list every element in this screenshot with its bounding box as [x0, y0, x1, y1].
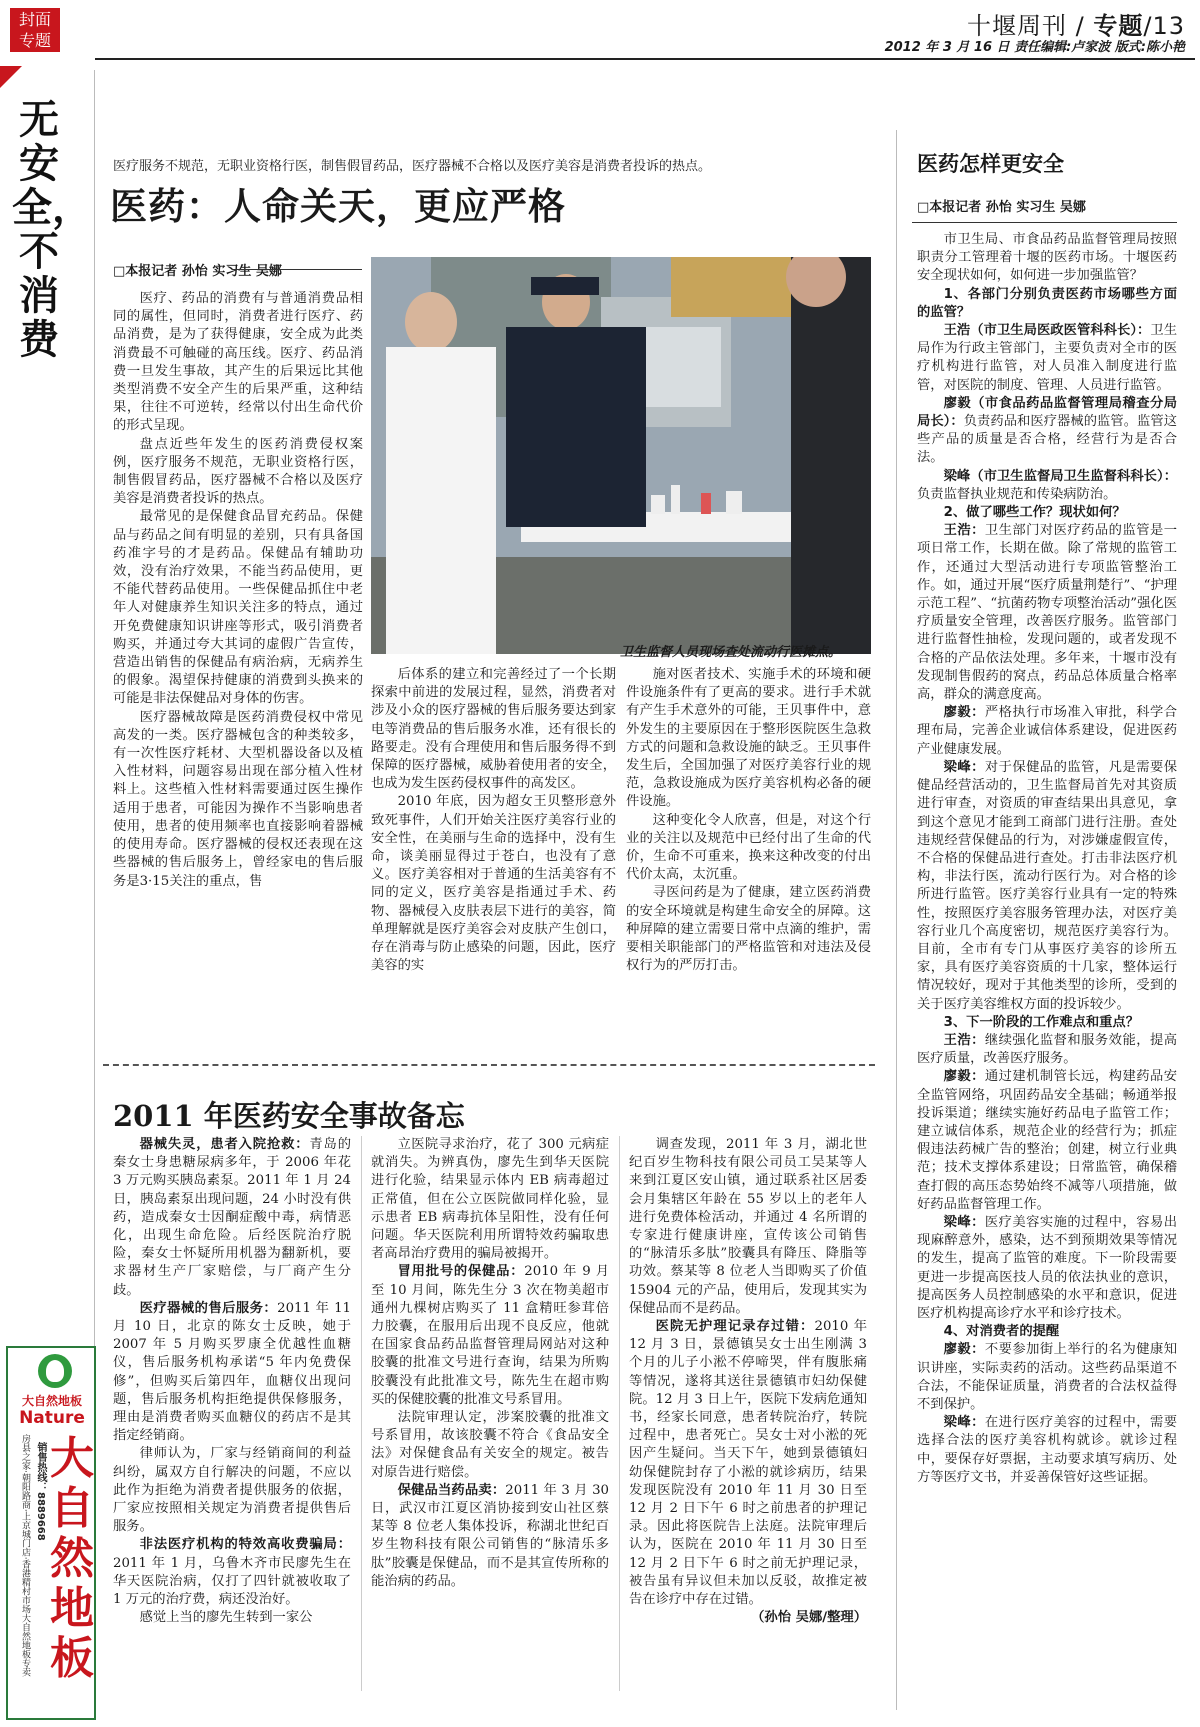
- paragraph: 最常见的是保健食品冒充药品。保健品与药品之间有明显的差别，只有具备国药准字号的才是药品。保健品有辅助功效，没有治疗效果，不能当药品使用，更不能代替药品使用。一些保健品抓住中老年人对健康养生知识关注多的特点，通过开免费健康知识讲座等形式，吸引消费者购买，并通过夸大其词的虚假广告宣传，营造出销售的保健品有病治病，无病养生的假象。渴望保持健康的消费到头换来的可能是非法保健品对身体的伤害。: [113, 509, 363, 707]
- paragraph: [917, 1214, 1177, 1323]
- paragraph: [113, 1609, 351, 1627]
- paragraph: [917, 522, 1177, 704]
- ad-brand-en: Nature: [19, 1408, 85, 1428]
- memo-column-3: [629, 1136, 867, 1627]
- paragraph: 这种变化令人欣喜，但是，对这个行业的关注以及规范中已经付出了生命的代价，生命不可重来，换来这种改变的付出代价太高，太沉重。: [626, 812, 871, 883]
- paragraph-text: 继续强化监督和服务效能，提高医疗质量，改善医疗服务。: [917, 1032, 1178, 1067]
- paragraph-text: 不要参加街上举行的名为健康知识讲座，实际卖药的活动。这些药品渠道不合法，不能保证质量，消费者的合法权益得不到保护。: [917, 1342, 1178, 1412]
- paragraph-lead: 王浩（市卫生局医政医管科科长）：: [943, 323, 1151, 339]
- paragraph-lead: 廖毅（市食品药品监督管理局稽查分局局长）：: [917, 395, 1177, 430]
- byline-rule: [232, 269, 362, 270]
- paragraph: [917, 1323, 1177, 1341]
- headline: 医药：人命关天，更应严格: [110, 184, 566, 228]
- paragraph-lead: 医疗器械的售后服务：: [139, 1300, 278, 1316]
- paragraph: [371, 1409, 609, 1482]
- advertisement[interactable]: [6, 1346, 96, 1720]
- section-name: 专题: [1093, 12, 1144, 40]
- ad-big-brand: 大自然地板: [50, 1433, 94, 1684]
- side-corner-mark: [0, 66, 22, 88]
- memo-column-2: [371, 1136, 609, 1591]
- paragraph: [917, 468, 1177, 504]
- paragraph: [917, 504, 1177, 522]
- paragraph-text: 2011 年 11 月 10 日，北京的陈女士反映，她于 2007 年 5 月购买罗康全优越性血糖仪，售后服务机构承诺“5 年内免费保修”，但购买后第四年，血糖仪出现问题，售后服务机构拒绝提供保修服务，理由是消费者购买血糖仪的药店不是其指定经销商。: [113, 1300, 352, 1444]
- byline: □本报记者 孙怡 实习生 吴娜: [113, 264, 282, 279]
- side-title: 无安全，不消费: [12, 96, 92, 363]
- section-divider: [103, 1064, 875, 1066]
- paragraph-lead: 梁峰：: [943, 1415, 985, 1431]
- paragraph: 后体系的建立和完善经过了一个长期探索中前进的发展过程，显然，消费者对涉及小众的医疗器械的售后服务要达到家电等消费品的售后服务水准，还有很长的路要走。没有合理使用和售后服务得不到保障的医疗器械，威胁着使用者的安全，也成为发生医药侵权事件的高发区。: [371, 667, 616, 792]
- paragraph: [629, 1318, 867, 1609]
- paragraph: [917, 231, 1177, 286]
- paragraph-lead: 保健品当药品卖：: [397, 1482, 506, 1498]
- paragraph: [917, 286, 1177, 322]
- article-column-2: [371, 666, 616, 975]
- paragraph-text: 律师认为，厂家与经销商间的利益纠纷，属双方自行解决的问题，不应以此作为拒绝为消费者提供服务的依据，厂家应按照相关规定为消费者提供售后服务。: [113, 1446, 351, 1535]
- paragraph: [917, 759, 1177, 1014]
- paragraph-text: 负责药品和医疗器械的监管。监管这些产品的质量是否合格，经营行为是否合法。: [917, 414, 1177, 466]
- paragraph-lead: 梁峰（市卫生监督局卫生监督科科长）：: [943, 468, 1177, 484]
- paragraph: 医疗器械故障是医药消费侵权中常见高发的一类。医疗器械包含的种类较多，有一次性医疗耗材、大型机器设备以及植入性材料，问题容易出现在部分植入性材料上。这些植入性材料需要通过医生操作适用于患者，可能因为操作不当影响患者使用，患者的使用频率也直接影响着器械的使用寿命。医疗器械的侵权还表现在这些器械的售后服务上，曾经家电的售后服务是3·15关注的重点，售: [113, 709, 363, 889]
- paragraph: [113, 1136, 351, 1300]
- paragraph-text: 2011 年 1 月，乌鲁木齐市民廖先生在华天医院治病，仅打了四针就被收取了 1 万元的治疗费，病还没治好。: [113, 1555, 351, 1608]
- paragraph: [917, 322, 1177, 395]
- column-rule-1: [361, 1136, 362, 1691]
- paragraph: [371, 1482, 609, 1591]
- paragraph-text: 在进行医疗美容的过程中，需要选择合法的医疗美容机构就诊。就诊过程中，要保存好票据，主动要求填写病历、处方等医疗文书，并妥善保管好这些证据。: [917, 1415, 1178, 1485]
- paragraph: 寻医问药是为了健康，建立医药消费的安全环境就是构建生命安全的屏障。这种屏障的建立需要日常中点滴的维护，需要相关职能部门的严格监管和对违法及侵权行为的严厉打击。: [626, 885, 871, 974]
- ad-hotline: 销售热线：8889668: [35, 1442, 46, 1541]
- paragraph-lead: 1、各部门分别负责医药市场哪些方面的监管？: [917, 286, 1177, 320]
- paragraph-text: 感觉上当的廖先生转到一家公: [139, 1610, 313, 1626]
- paragraph-text: 负责监督执业规范和传染病防治。: [917, 486, 1117, 502]
- paragraph: [917, 704, 1177, 759]
- paragraph: [629, 1136, 867, 1318]
- paragraph-lead: 王浩：: [943, 1032, 985, 1048]
- page-number: /13: [1143, 12, 1185, 40]
- paper-name: 十堰周刊: [967, 12, 1068, 40]
- paragraph-lead: 梁峰：: [943, 1214, 985, 1230]
- paragraph-text: 严格执行市场准入审批，科学合理布局，完善企业诚信体系建设，促进医药产业健康发展。: [917, 705, 1178, 757]
- paragraph-lead: 器械失灵，患者入院抢救：: [139, 1137, 310, 1152]
- ad-brand-cn: 大自然地板: [21, 1394, 82, 1408]
- paragraph-text: 卫生局作为行政主管部门，主要负责对全市的医疗机构进行监管，对人员准入制度进行监管，对医院的制度、管理、人员进行监管。: [917, 323, 1177, 393]
- photo-caption: 卫生监督人员现场查处流动行医摊点。: [620, 645, 842, 660]
- right-byline: □本报记者 孙怡 实习生 吴娜: [917, 200, 1086, 215]
- paragraph-text: 2011 年 3 月 30 日，武汉市江夏区消协接到安山社区蔡某等 8 位老人集体投诉，称湖北世纪百岁生物科技有限公司销售的“脉清乐多肽”胶囊是保健品，而不是其宣传所称的能治病的药品。: [371, 1482, 609, 1589]
- paragraph-text: 2010 年 12 月 3 日，景德镇吴女士出生刚满 3 个月的儿子小淞不停啼哭，伴有腹胀痛等情况，遂将其送往景德镇市妇幼保健院。12 月 3 日上午，医院下发病危通知书，经家长同意，患者转院治疗，转院过程中，患者死亡。吴女士对小淞的死因产生疑问。当天下午，她到景德镇妇幼保健院封存了小淞的就诊病历，结果发现医院没有 2010 年 11 月 30 日至 12 月 2 日下午 6 时之前患者的护理记录。因此将医院告上法庭。法院审理后认为，医院在 2010 年 11 月 30 日至 12 月 2 日下午 6 时之前无护理记录，被告虽有异议但未加以反驳，故推定被告在诊疗中存在过错。: [629, 1319, 867, 1608]
- right-title-rule: [912, 222, 1177, 223]
- right-column-rule: [896, 130, 897, 1710]
- paragraph-text: 通过建机制管长远，构建药品安全监管网络，巩固药品安全基础；畅通举报投诉渠道；继续实施好药品电子监管工作；建立诚信体系，规范企业的经营行为；抓症假违法药械广告的整治；创建，树立行业典范；技术支撑体系建设；日常监管，确保稽查打假的高压态势始终不减等八项措施，做好药品监督管理工作。: [917, 1069, 1178, 1212]
- paragraph: [113, 1445, 351, 1536]
- paragraph: [917, 1068, 1177, 1214]
- paragraph: [371, 1263, 609, 1409]
- masthead: [95, 2, 1195, 60]
- cover-tag-line1: 封面: [18, 10, 51, 29]
- paragraph-lead: 梁峰：: [943, 759, 985, 775]
- paragraph: [113, 1536, 351, 1609]
- right-title: 医药怎样更安全: [917, 151, 1064, 176]
- paragraph: [113, 1300, 351, 1446]
- paragraph-lead: 冒用批号的保健品：: [397, 1264, 525, 1280]
- paragraph: [917, 1032, 1177, 1068]
- credit-line: （孙怡 吴娜/整理）: [751, 1610, 867, 1626]
- paragraph: [917, 1014, 1177, 1032]
- paragraph-text: 立医院寻求治疗，花了 300 元病症就消失。为辨真伪，廖先生到华天医院进行化验，结果显示体内 EB 病毒超过正常值，但在公立医院做同样化验，显示患者 EB 病毒抗体呈阳性，没有任何问题。华天医院利用所谓特效药骗取患者高昂治疗费用的骗局被揭开。: [371, 1137, 609, 1262]
- photo-illustration: [371, 257, 871, 654]
- paragraph-text: 青岛的秦女士身患糖尿病多年，于 2006 年花 3 万元购买胰岛素泵。2011 年 1 月 24 日，胰岛素泵出现问题，24 小时没有供药，造成秦女士因酮症酸中毒，病情恶化，出现生命危险。后经医院治疗脱险，秦女士怀疑所用机器为翻新机，要求器材生产厂家赔偿，与厂商产生分歧。: [113, 1137, 352, 1298]
- paragraph: 医疗、药品的消费有与普通消费品相同的属性，但同时，消费者进行医疗、药品消费，是为了获得健康，安全成为此类消费最不可触碰的高压线。医疗、药品消费一旦发生事故，其产生的后果远比其他类型消费不安全产生的后果严重，这种结果，往往不可逆转，经常以付出生命代价的形式呈现。: [113, 291, 363, 434]
- paragraph-lead: 廖毅：: [943, 705, 985, 721]
- paragraph: [917, 1414, 1177, 1487]
- cover-tag: [10, 8, 60, 52]
- paragraph: 施对医者技术、实施手术的环境和硬件设施条件有了更高的要求。进行手术就有产生手术意外的可能，王贝事件中，意外发生的主要原因在于整形医院医生急救方式的问题和急救设施的缺乏。王贝事件发生后，全国加强了对医疗美容行业的规范，急救设施成为医疗美容机构必备的硬件设施。: [626, 667, 871, 810]
- memo-title: 2011 年医药安全事故备忘: [113, 1099, 465, 1133]
- memo-column-1: [113, 1136, 351, 1627]
- paragraph-text: 对于保健品的监管，凡是需要保健品经营活动的，卫生监督局首先对其资质进行审查，对资质的审查结果出具意见，拿到这个意见才能到工商部门进行注册。查处违规经营保健品的行为，对涉嫌虚假宣传，不合格的保健品进行查处。打击非法医疗机构，非法行医，流动行医行为。对合格的诊所进行监管。医疗美容行业具有一定的特殊性，按照医疗美容服务管理办法，对医疗美容行业几个高度密切，规范医疗美容行为。目前，全市有专门从事医疗美容的诊所五家，具有医疗美容资质的十几家，整体运行情况较好，现对于其他类型的诊所，受到的关于医疗美容维权方面的投诉较少。: [917, 759, 1178, 1012]
- cover-tag-line2: 专题: [18, 31, 51, 50]
- news-photo: [371, 257, 871, 654]
- paragraph-lead: 王浩：: [943, 523, 985, 539]
- paragraph-lead: 廖毅：: [943, 1342, 985, 1358]
- right-article: [917, 231, 1177, 1487]
- article-column-1: [113, 290, 363, 891]
- column-rule-2: [619, 1136, 620, 1691]
- paragraph-text: 2010 年 9 月至 10 月间，陈先生分 3 次在物美超市通州九棵树店购买了 11 盒精旺参茸倍力胶囊，在服用后出现不良反应，他就在国家食品药品监督管理局网站对这种胶囊的批准文号进行查询，结果为所购胶囊没有此批准文号，陈先生在超市购买的保健胶囊的批准文号系冒用。: [371, 1264, 609, 1407]
- paragraph: [917, 395, 1177, 468]
- ad-address: 房县之家·朝阳路商·上京城门店·香港精村市场大自然地板专卖: [20, 1434, 30, 1677]
- paragraph-lead: 医院无护理记录存过错：: [655, 1319, 815, 1335]
- paragraph-text: 市卫生局、市食品药品监督管理局按照职责分工管理着十堰的医药市场。十堰医药安全现状如何，如何进一步加强监管？: [917, 232, 1177, 284]
- paragraph: [917, 1341, 1177, 1414]
- paragraph-lead: 非法医疗机构的特效高收费骗局：: [139, 1537, 351, 1553]
- paragraph-text: 卫生部门对医疗药品的监管是一项日常工作，长期在做。除了常规的监管工作，还通过大型活动进行专项监管整治工作。如，通过开展“医疗质量荆楚行”、“护理示范工程”、“抗菌药物专项整治活动”强化医疗质量安全管理，改善医疗服务。监管部门进行监督性抽检，发现问题的，或者发现不合格的产品依法处理。多年来，十堰市没有发现制售假药的窝点，药品总体质量合格率高，群众的满意度高。: [917, 523, 1178, 703]
- paragraph: 盘点近些年发生的医药消费侵权案例，医疗服务不规范，无职业资格行医，制售假冒药品，医疗器械不合格以及医疗美容是消费者投诉的热点。: [113, 436, 363, 507]
- masthead-title: 十堰周刊 / 专题/13: [967, 12, 1185, 40]
- paragraph: 2010 年底，因为超女王贝整形意外致死事件，人们开始关注医疗美容行业的安全性，在美丽与生命的选择中，没有生命，谈美丽显得过于苍白，也没有了意义。医疗美容相对于普通的生活美容有不同的定义，医疗美容是指通过手术、药物、器械侵入皮肤表层下进行的美容，简单理解就是医疗美容会对皮肤产生创口，存在消毒与防止感染的问题，因此，医疗美容的实: [371, 794, 616, 974]
- paragraph-text: 法院审理认定，涉案胶囊的批准文号系冒用，故该胶囊不符合《食品安全法》对保健食品有关安全的规定。被告对原告进行赔偿。: [371, 1410, 609, 1480]
- date-line: 2012 年 3 月 16 日 责任编辑:卢家波 版式:陈小艳: [884, 40, 1185, 55]
- paragraph-lead: 4、对消费者的提醒: [943, 1324, 1060, 1340]
- paragraph-lead: 3、下一阶段的工作难点和重点？: [943, 1014, 1140, 1030]
- paragraph-text: 调查发现，2011 年 3 月，湖北世纪百岁生物科技有限公司员工吴某等人来到江夏区安山镇，通过联系社区居委会月集辖区年龄在 55 岁以上的老年人进行免费体检活动，并通过 4 名所谓的专家进行健康讲座，宣传该公司销售的“脉清乐多肽”胶囊具有降压、降脂等功效。蔡某等 8 位老人当即购买了价值 15904 元的产品，使用后，发现其实为保健品而不是药品。: [629, 1137, 867, 1316]
- paragraph-lead: 2、做了哪些工作？现状如何？: [943, 505, 1126, 521]
- paragraph-text: 医疗美容实施的过程中，容易出现麻醉意外，感染，达不到预期效果等情况的发生，提高了监管的难度。下一阶段需要更进一步提高医技人员的依法执业的意识，提高医务人员控制感染的水平和意识，促进医疗机构提高诊疗水平和诊疗技术。: [917, 1214, 1178, 1321]
- lead-text: 医疗服务不规范，无职业资格行医，制售假冒药品，医疗器械不合格以及医疗美容是消费者投诉的热点。: [113, 159, 712, 174]
- article-column-3: [626, 666, 871, 975]
- nature-logo-leaf-icon: [46, 1360, 64, 1382]
- paragraph: [371, 1136, 609, 1263]
- paragraph-lead: 廖毅：: [943, 1069, 985, 1085]
